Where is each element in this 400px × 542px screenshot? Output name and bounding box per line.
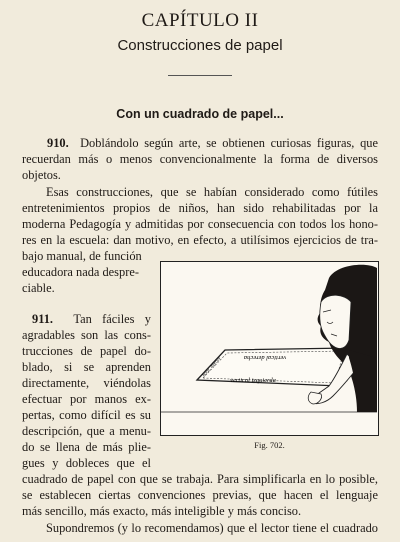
paragraph-3-line: Supondremos (y lo recomendamos) que el lector tiene el cuadrado <box>46 521 378 535</box>
chapter-title: CAPÍTULO II <box>141 10 259 31</box>
paragraph-911-line: directamente, viéndolas <box>22 376 151 390</box>
paragraph-number-910: 910. <box>47 136 69 150</box>
paragraph-911-line: descripción, que a menu- <box>22 424 151 438</box>
label-top: vertical derecha <box>243 354 287 361</box>
paragraph-2-line: educadora nada despre- <box>22 265 139 279</box>
paragraph-910-line <box>47 135 378 151</box>
paragraph-910-line: objetos. <box>22 168 61 182</box>
paragraph-text: Tan fáciles y <box>73 312 151 326</box>
label-bottom: vertical izquierda <box>230 377 276 384</box>
paragraph-2-line: entretenimientos propios de niños, han sido rehabilitadas por la <box>22 201 378 215</box>
paragraph-2-line: Esas construcciones, que se habían considerado como fútiles <box>46 185 378 199</box>
paragraph-911-line: se establecen ciertas convenciones previas, que hacen el lenguaje <box>22 488 378 502</box>
paragraph-911-line: agradables son las cons- <box>22 328 151 342</box>
figure-702 <box>160 261 379 436</box>
figure-702-illustration <box>161 262 377 434</box>
paragraph-911-line: trucciones de papel do- <box>22 344 151 358</box>
paragraph-911-line: do se llena de más plie- <box>22 440 151 454</box>
paragraph-2-line: res en la escuela: dan motivo, en efecto, a utilísimos ejercicios de tra- <box>22 233 378 247</box>
paragraph-number-911: 911. <box>32 312 53 326</box>
paragraph-2-line: moderna Pedagogía y admitidas por consecuencia con todos los hono- <box>22 217 378 231</box>
person-face <box>320 295 351 348</box>
figure-caption: Fig. 702. <box>254 440 285 450</box>
paragraph-911-line: efectuar por manos ex- <box>22 392 151 406</box>
paragraph-text: Doblándolo según arte, se obtienen curiosas figuras, que <box>80 136 378 150</box>
chapter-subtitle: Construcciones de papel <box>117 37 283 54</box>
paragraph-2-line: bajo manual, de función <box>22 249 142 263</box>
paragraph-911-line: gues y dobleces que el <box>22 456 151 470</box>
paragraph-911-line: más sencillo, más exacto, más inteligible y más conciso. <box>22 504 302 518</box>
label-left: horiz. inferior <box>201 355 222 378</box>
paragraph-911-line: pertas, como difícil es su <box>22 408 151 422</box>
paragraph-911-line: blado, si se aprenden <box>22 360 151 374</box>
paragraph-2-line: ciable. <box>22 281 55 295</box>
paragraph-911-line: cuadrado de papel con que se trabaja. Para simplificarla en lo posible, <box>22 472 378 486</box>
paragraph-911-line <box>32 311 151 327</box>
section-heading: Con un cuadrado de papel... <box>116 107 284 121</box>
paragraph-910-line: recuerdan más o menos convencionalmente la forma de diversos <box>22 152 378 166</box>
title-divider <box>168 75 232 76</box>
